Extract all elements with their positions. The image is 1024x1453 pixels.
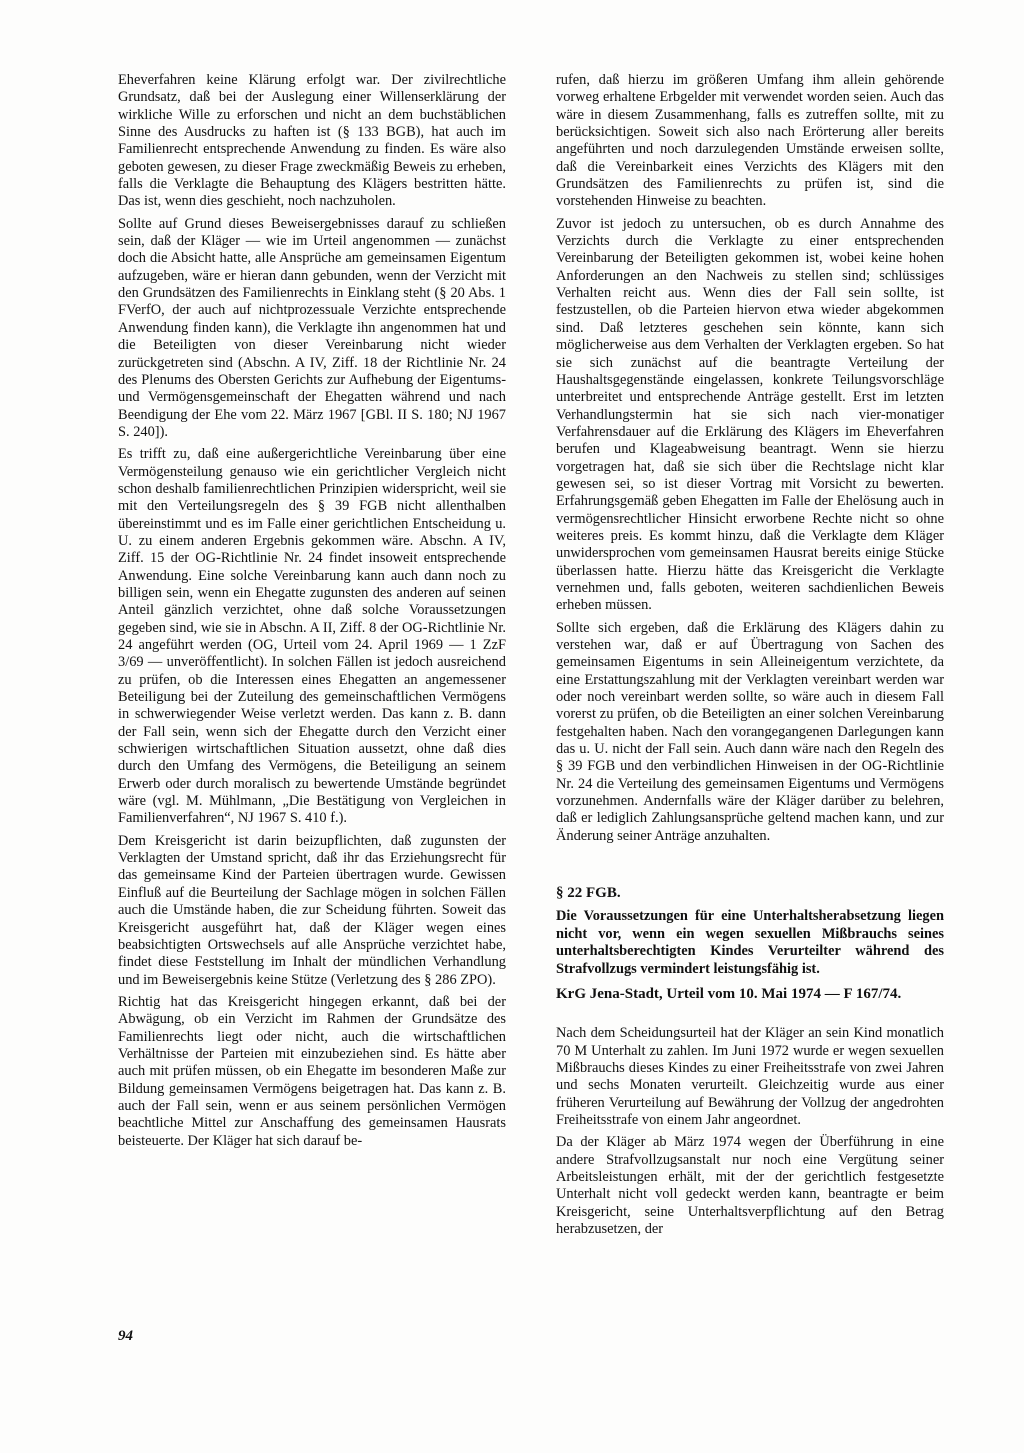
body-paragraph: rufen, daß hierzu im größeren Umfang ihm allein gehörende vorweg erhaltene Erbgelder mit verwendet worden seien. Auch das wäre in diesem Zusammenhang, falls es zutreffen sollte, mit zu berücksichtigen. Soweit sich also nach Erörterung aller bereits angeführten und noch darzulegenden Umstände erweisen sollte, daß die Vereinbarkeit eines Verzichts des Klägers mit den Grundsätzen des Familienrechts zu prüfen ist, sind die vorstehenden Hinweise zu beachten.	[556, 72, 944, 210]
body-paragraph: Dem Kreisgericht ist darin beizupflichten, daß zugunsten der Verklagten der Umstand spricht, daß ihr das Erziehungsrecht für das gemeinsame Kind der Parteien übertragen wurde. Gewissen Einfluß auf die Beurteilung der Sachlage mögen in solchen Fällen auch die Umstände haben, die zur Scheidung führten. Soweit das Kreisgericht ausgeführt hat, daß der Kläger wegen eines beabsichtigten Ortswechsels auf alle Ansprüche verzichtet habe, findet diese Feststellung im Inhalt der mündlichen Verhandlung und im Beweisergebnis keine Stütze (Verletzung des § 286 ZPO).	[118, 832, 506, 988]
body-paragraph: Sollte sich ergeben, daß die Erklärung des Klägers dahin zu verstehen war, daß er auf Übertragung von Sachen des gemeinsamen Eigentums in sein Alleineigentum verzichtete, da eine Erstattungszahlung mit der Verklagten vereinbart werden war oder noch vereinbart werden sollte, so wäre auch in diesem Fall vorerst zu prüfen, ob die Beteiligten an einer solchen Vereinbarung festgehalten haben. Nach den vorangegangenen Darlegungen kann das u. U. nicht der Fall sein. Auch dann wäre nach den Regeln des § 39 FGB und den verbindlichen Hinweisen in der OG-Richtlinie Nr. 24 die Verteilung des gemeinsamen Eigentums und Vermögens vorzunehmen. Andernfalls wäre der Kläger darüber zu belehren, daß er lediglich Zahlungsansprüche geltend machen kann, und zur Änderung seiner Anträge anzuhalten.	[556, 619, 944, 844]
body-paragraph: Nach dem Scheidungsurteil hat der Kläger an sein Kind monatlich 70 M Unterhalt zu zahlen. Im Juni 1972 wurde er wegen sexuellen Mißbrauchs dieses Kindes zu einer Freiheitsstrafe von zwei Jahren und sechs Monaten verurteilt. Gleichzeitig wurde aus einer früheren Verurteilung auf Bewährung der Vollzug der angedrohten Freiheitsstrafe von einem Jahr angeordnet.	[556, 1025, 944, 1128]
left-column	[118, 72, 506, 1155]
body-paragraph: Sollte auf Grund dieses Beweisergebnisses darauf zu schließen sein, daß der Kläger — wie im Urteil angenommen — zunächst doch die Absicht hatte, alle Ansprüche am gemeinsamen Eigentum aufzugeben, wäre er hieran dann gebunden, wenn der Verzicht mit den Grundsätzen des Familienrechts in Einklang steht (§ 20 Abs. 1 FVerfO, der auch auf nichtprozessuale Verzichte entsprechende Anwendung finden kann), die Verklagte ihn angenommen hat und die Beteiligten von dieser Vereinbarung nicht wieder zurückgetreten sind (Abschn. A IV, Ziff. 18 der Richtlinie Nr. 24 des Plenums des Obersten Gerichts zur Aufhebung der Eigentums- und Vermögensgemeinschaft der Ehegatten während und nach Beendigung der Ehe vom 22. März 1967 [GBl. II S. 180; NJ 1967 S. 240]).	[118, 215, 506, 440]
section-heading: § 22 FGB.	[556, 885, 621, 902]
section-summary: Die Voraussetzungen für eine Unterhaltsherabsetzung liegen nicht vor, wenn ein wegen sexuellen Mißbrauchs seines unterhaltsberechtigten Kindes Verurteilter während des Strafvollzugs vermindert leistungsfähig ist.	[556, 908, 944, 977]
court-citation: KrG Jena-Stadt, Urteil vom 10. Mai 1974 — F 167/74.	[556, 985, 902, 1002]
body-paragraph: Richtig hat das Kreisgericht hingegen erkannt, daß bei der Abwägung, ob ein Verzicht im Rahmen der Grundsätze des Familienrechts liegt oder nicht, auch die wirtschaftlichen Verhältnisse der Parteien mit einzubeziehen sind. Es hätte aber auch mit prüfen müssen, ob ein Ehegatte im besonderen Maße zur Bildung gemeinsamen Vermögens beigetragen hat. Das kann z. B. auch der Fall sein, wenn er aus seinem persönlichen Vermögen beachtliche Mittel zur Anschaffung des gemeinsamen Hausrats beisteuerte. Der Kläger hat sich darauf be-	[118, 993, 506, 1149]
body-paragraph: Zuvor ist jedoch zu untersuchen, ob es durch Annahme des Verzichts durch die Verklagte zu einer entsprechenden Vereinbarung der Beteiligten gekommen ist, wobei keine hohen Anforderungen an den Nachweis zu stellen sind; schlüssiges Verhalten reicht aus. Wenn dies der Fall sein sollte, ist festzustellen, ob die Parteien hiervon etwa wieder abgekommen sind. Daß letzteres geschehen sein könnte, kann sich möglicherweise aus dem Verhalten der Verklagten ergeben. So hat sie sich zunächst auf die beantragte Verteilung der Haushaltsgegenstände eingelassen, konkrete Teilungsvorschläge unterbreitet und entsprechende Anträge gestellt. Erst im letzten Verhandlungstermin hat sie sich nach vier-monatiger Verfahrensdauer auf die Erklärung des Klägers im Eheverfahren berufen und Klageabweisung beantragt. Wenn sie hierzu vorgetragen hat, daß sie sich über die Rechtslage nicht klar gewesen sei, so ist dieser Vortrag mit Vorsicht zu bewerten. Erfahrungsgemäß geben Ehegatten im Falle der Ehelösung auch in vermögensrechtlicher Hinsicht erworbene Rechte nicht so ohne weiteres preis. Es kommt hinzu, daß die Verklagte dem Kläger unwidersprochen vom gemeinsamen Hausrat bereits einige Stücke überlassen hatte. Hierzu hätte das Kreisgericht die Verklagte vernehmen und, falls geboten, weiteren sachdienlichen Beweis erheben müssen.	[556, 215, 944, 614]
page-number: 94	[118, 1328, 133, 1344]
body-paragraph: Eheverfahren keine Klärung erfolgt war. Der zivilrechtliche Grundsatz, daß bei der Auslegung einer Willenserklärung der wirkliche Wille zu erforschen und nicht an dem buchstäblichen Sinne des Ausdrucks zu haften ist (§ 133 BGB), hat auch im Familienrecht entsprechende Anwendung zu finden. Es wäre also geboten gewesen, zu dieser Frage zweckmäßig Beweis zu erheben, falls die Verklagte die Behauptung des Klägers bestritten hätte. Das ist, wenn dies geschieht, noch nachzuholen.	[118, 72, 506, 210]
body-paragraph: Da der Kläger ab März 1974 wegen der Überführung in eine andere Strafvollzugsanstalt nur noch eine Vergütung seiner Arbeitsleistungen erhält, mit der der gerichtlich festgesetzte Unterhalt nicht voll gedeckt werden kann, beantragte er beim Kreisgericht, seine Unterhaltsverpflichtung auf den Betrag herabzusetzen, der	[556, 1134, 944, 1237]
body-paragraph: Es trifft zu, daß eine außergerichtliche Vereinbarung über eine Vermögensteilung genauso wie ein gerichtlicher Vergleich nicht schon deshalb familienrechtlichen Prinzipien widerspricht, weil sie mit den Verteilungsregeln des § 39 FGB nicht allenthalben übereinstimmt und es im Falle einer gerichtlichen Entscheidung u. U. zu einem anderen Ergebnis gekommen wäre. Abschn. A IV, Ziff. 15 der OG-Richtlinie Nr. 24 findet insoweit entsprechende Anwendung. Eine solche Vereinbarung kann auch dann noch zu billigen sein, wenn ein Ehegatte zugunsten des anderen auf seinen Anteil gänzlich verzichtet, ohne daß solche Voraussetzungen gegeben sind, wie sie in Abschn. A II, Ziff. 8 der OG-Richtlinie Nr. 24 angeführt werden (OG, Urteil vom 24. April 1969 — 1 ZzF 3/69 — unveröffentlicht). In solchen Fällen ist jedoch ausreichend zu prüfen, ob die Interessen eines Ehegatten an angemessener Beteiligung bei der Zuteilung des gemeinschaftlichen Vermögens in schwerwiegender Weise verletzt werden. Das kann z. B. dann der Fall sein, wenn sich der Ehegatte durch den Verzicht einer schwierigen wirtschaftlichen Situation aussetzt, ohne daß dies durch den Umfang des Vermögens, die Beteiligung an seinem Erwerb oder durch moralisch zu bewertende Umstände begründet wäre (vgl. M. Mühlmann, „Die Bestätigung von Vergleichen in Familienverfahren“, NJ 1967 S. 410 f.).	[118, 446, 506, 827]
right-column	[556, 72, 944, 1243]
